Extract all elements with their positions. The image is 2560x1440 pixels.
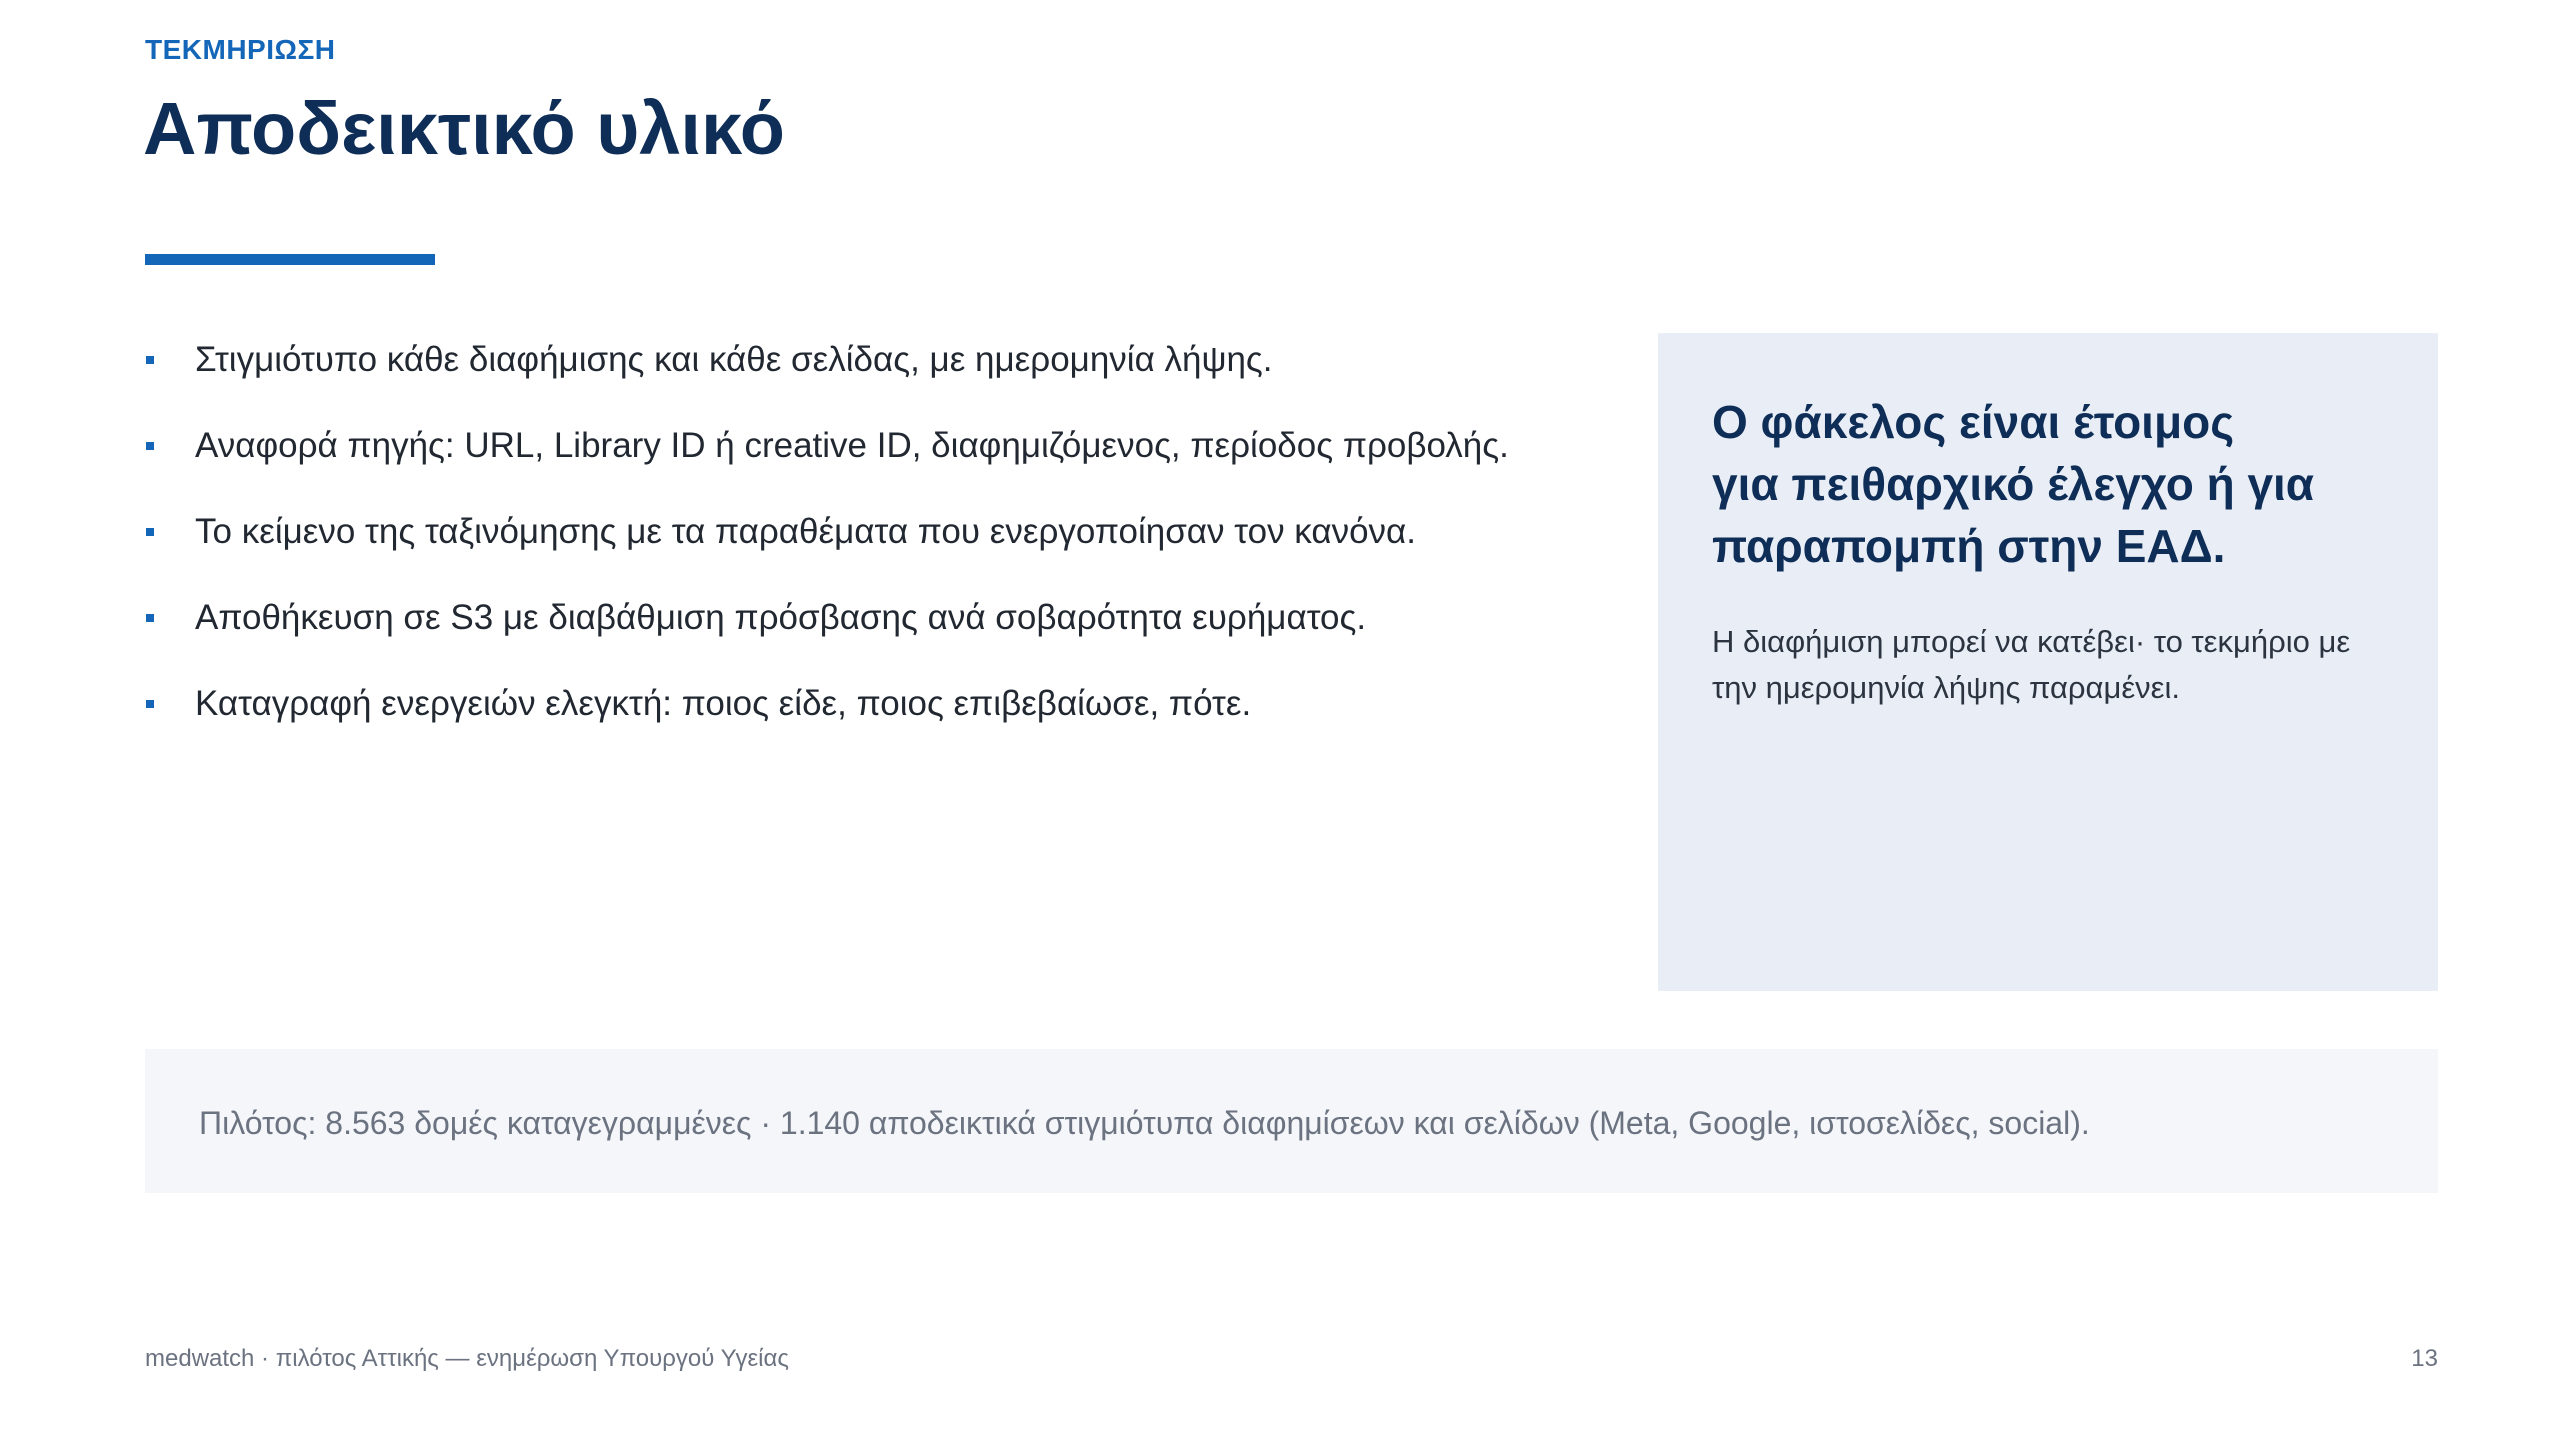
bullet-text: Αναφορά πηγής: URL, Library ID ή creative ID, διαφημιζόμενος, περίοδος προβολής.: [195, 426, 1509, 465]
bullet-item: [145, 680, 1595, 766]
section-eyebrow: ΤΕΚΜΗΡΙΩΣΗ: [145, 34, 336, 65]
page-title: Αποδεικτικό υλικό: [143, 87, 786, 170]
bullet-item: [145, 594, 1595, 680]
title-underline: [145, 254, 435, 265]
callout-heading-line: για πειθαρχικό έλεγχο ή για: [1712, 458, 2315, 510]
pilot-note-band: [145, 1049, 2438, 1193]
bullet-text: Αποθήκευση σε S3 με διαβάθμιση πρόσβασης ανά σοβαρότητα ευρήματος.: [195, 598, 1367, 637]
square-bullet-icon: [146, 528, 154, 536]
bullet-text: Καταγραφή ενεργειών ελεγκτή: ποιος είδε, ποιος επιβεβαίωσε, πότε.: [195, 684, 1252, 723]
bullet-text: Στιγμιότυπο κάθε διαφήμισης και κάθε σελίδας, με ημερομηνία λήψης.: [195, 340, 1273, 379]
bullet-item: [145, 336, 1595, 422]
callout-heading-line: παραπομπή στην ΕΑΔ.: [1712, 520, 2226, 572]
square-bullet-icon: [146, 614, 154, 622]
bullet-item: [145, 508, 1595, 594]
bullet-item: [145, 422, 1595, 508]
square-bullet-icon: [146, 700, 154, 708]
callout-heading: [1712, 391, 2372, 577]
bullet-list: [145, 336, 1595, 766]
callout-box: [1658, 333, 2438, 991]
square-bullet-icon: [146, 356, 154, 364]
footer-caption: medwatch · πιλότος Αττικής — ενημέρωση Υπουργού Υγείας: [145, 1345, 789, 1372]
pilot-note-text: Πιλότος: 8.563 δομές καταγεγραμμένες · 1.140 αποδεικτικά στιγμιότυπα διαφημίσεων και σελίδων (Meta, Google, ιστοσελίδες, social).: [199, 1105, 2090, 1141]
square-bullet-icon: [146, 442, 154, 450]
callout-heading-line: Ο φάκελος είναι έτοιμος: [1712, 396, 2235, 448]
page-number: 13: [2411, 1345, 2438, 1372]
bullet-text: Το κείμενο της ταξινόμησης με τα παραθέματα που ενεργοποίησαν τον κανόνα.: [195, 512, 1417, 551]
callout-body: Η διαφήμιση μπορεί να κατέβει· το τεκμήριο με την ημερομηνία λήψης παραμένει.: [1712, 624, 2351, 705]
